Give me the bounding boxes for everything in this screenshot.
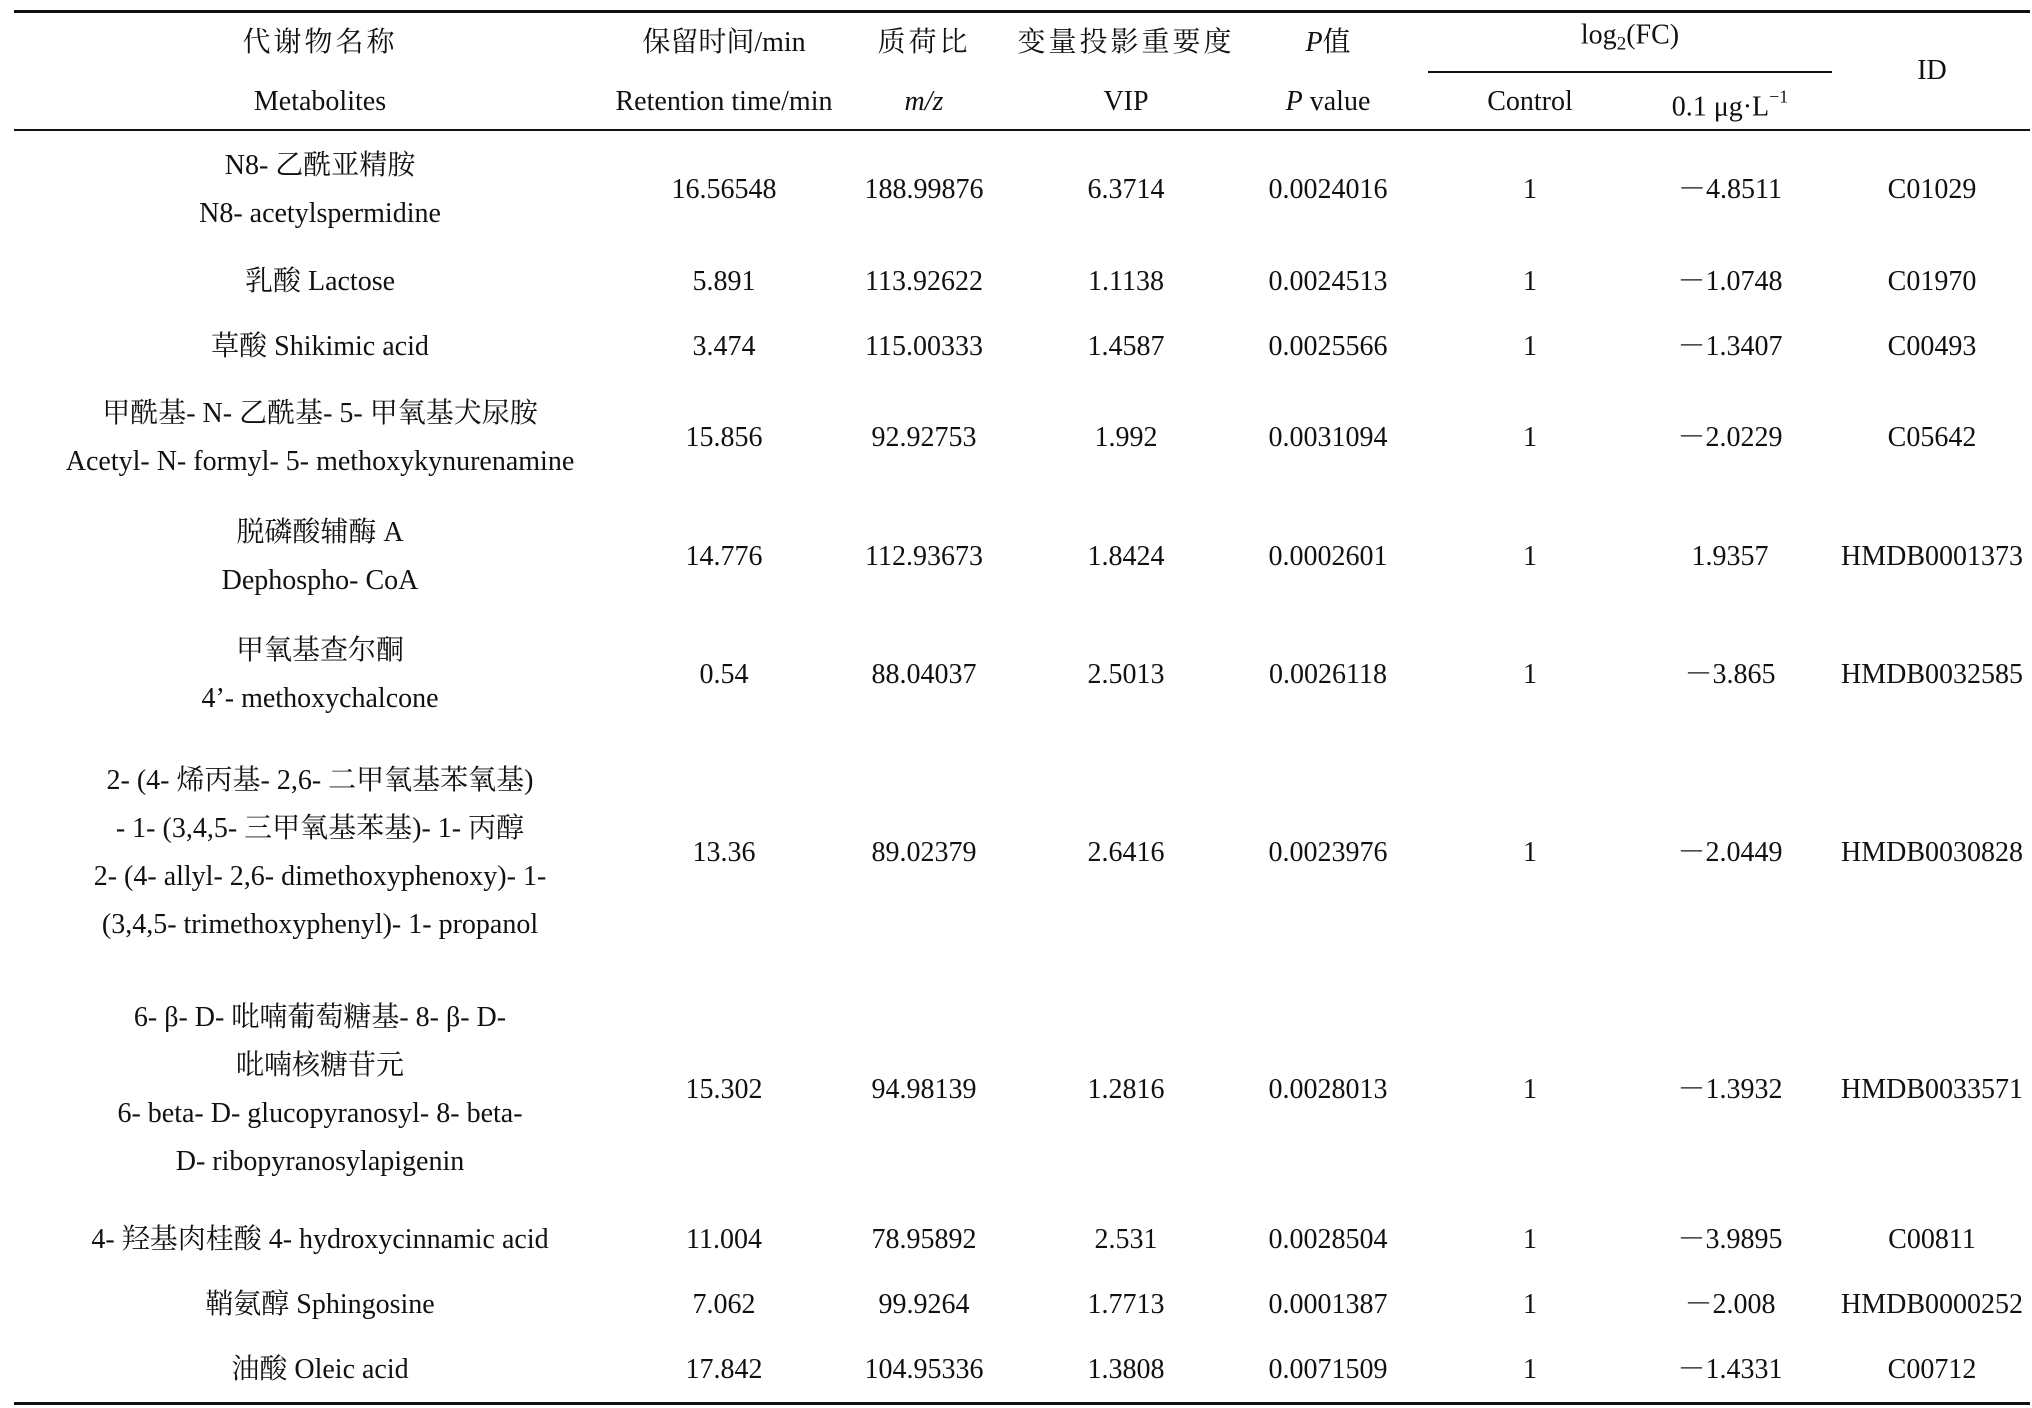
header-control: Control	[1487, 86, 1573, 117]
control-value: 1	[1523, 1354, 1537, 1385]
vip-value: 2.5013	[1087, 659, 1165, 690]
name-line: 乳酸 Lactose	[244, 266, 396, 297]
header-p-cn-text: 值	[1322, 27, 1351, 58]
fc-value: －1.3932	[1677, 1074, 1783, 1105]
header-mz-cn: 质荷比	[877, 27, 971, 58]
header-id: ID	[1917, 55, 1947, 86]
header-log2fc-base: 2	[1616, 33, 1627, 55]
p-value: 0.0002601	[1268, 541, 1388, 572]
name-line: 甲酰基- N- 乙酰基- 5- 甲氧基犬尿胺	[102, 398, 538, 429]
header-metabolite-cn: 代谢物名称	[242, 27, 398, 58]
mz-value: 112.93673	[865, 541, 983, 572]
mz-value: 92.92753	[871, 422, 977, 453]
control-value: 1	[1523, 1289, 1537, 1320]
metabolite-name	[94, 757, 547, 949]
header-dose-exp: −1	[1769, 86, 1789, 107]
fc-value: －4.8511	[1678, 174, 1782, 205]
mz-value: 115.00333	[865, 331, 983, 362]
p-value: 0.0028504	[1268, 1224, 1388, 1255]
mz-value: 99.9264	[878, 1289, 970, 1320]
name-line: 2- (4- 烯丙基- 2,6- 二甲氧基苯氧基)	[106, 765, 534, 796]
fc-value: 1.9357	[1691, 541, 1769, 572]
name-line: N8- 乙酰亚精胺	[224, 150, 416, 181]
control-value: 1	[1523, 174, 1537, 205]
name-line: 4- 羟基肉桂酸 4- hydroxycinnamic acid	[91, 1224, 549, 1255]
name-line: 脱磷酸辅酶 A	[236, 517, 404, 548]
mz-value: 78.95892	[871, 1224, 977, 1255]
id-value: C00811	[1888, 1224, 1976, 1255]
header-p-en-text: value	[1309, 86, 1371, 117]
name-line: Dephospho- CoA	[221, 565, 419, 596]
mz-value: 104.95336	[864, 1354, 984, 1385]
mz-value: 94.98139	[871, 1074, 977, 1105]
name-line: - 1- (3,4,5- 三甲氧基苯基)- 1- 丙醇	[115, 813, 525, 844]
metabolite-name	[205, 1281, 434, 1329]
id-value: C00493	[1887, 331, 1977, 362]
name-line: (3,4,5- trimethoxyphenyl)- 1- propanol	[101, 909, 539, 940]
control-value: 1	[1523, 659, 1537, 690]
mz-value: 188.99876	[864, 174, 984, 205]
p-value: 0.0071509	[1268, 1354, 1388, 1385]
fc-value: －3.9895	[1677, 1224, 1783, 1255]
p-value: 0.0023976	[1268, 837, 1388, 868]
control-value: 1	[1523, 422, 1537, 453]
header-log2fc-fc: (FC)	[1626, 19, 1680, 51]
retention-time: 15.856	[685, 422, 763, 453]
name-line: 甲氧基查尔酮	[235, 635, 404, 666]
vip-value: 2.531	[1094, 1224, 1158, 1255]
retention-time: 5.891	[692, 266, 756, 297]
retention-time: 3.474	[692, 331, 756, 362]
id-value: HMDB0000252	[1840, 1289, 2024, 1320]
fc-value: －2.0229	[1677, 422, 1783, 453]
metabolite-name	[117, 994, 522, 1186]
vip-value: 1.8424	[1087, 541, 1165, 572]
header-rt-en: Retention time/min	[615, 86, 833, 117]
p-value: 0.0026118	[1269, 659, 1387, 690]
name-line: 6- beta- D- glucopyranosyl- 8- beta-	[117, 1098, 523, 1129]
id-value: HMDB0032585	[1840, 659, 2024, 690]
header-p-cn	[1305, 19, 1350, 67]
top-rule	[14, 10, 2030, 13]
id-value: HMDB0033571	[1840, 1074, 2024, 1105]
id-value: C01970	[1887, 266, 1977, 297]
bottom-rule	[14, 1402, 2030, 1405]
control-value: 1	[1523, 1074, 1537, 1105]
control-value: 1	[1523, 331, 1537, 362]
metabolite-name	[201, 627, 438, 723]
id-value: C01029	[1887, 174, 1977, 205]
control-value: 1	[1523, 1224, 1537, 1255]
name-line: 4’- methoxychalcone	[201, 683, 439, 714]
vip-value: 1.2816	[1087, 1074, 1165, 1105]
name-line: 6- β- D- 吡喃葡萄糖基- 8- β- D-	[133, 1002, 507, 1033]
vip-value: 1.7713	[1087, 1289, 1165, 1320]
control-value: 1	[1523, 541, 1537, 572]
p-value: 0.0025566	[1268, 331, 1388, 362]
header-p-letter: P	[1305, 27, 1323, 58]
id-value: C00712	[1887, 1354, 1977, 1385]
control-value: 1	[1523, 266, 1537, 297]
vip-value: 1.1138	[1088, 266, 1164, 297]
vip-value: 1.3808	[1087, 1354, 1165, 1385]
vip-value: 6.3714	[1087, 174, 1165, 205]
metabolite-name	[66, 390, 575, 486]
fc-value: －1.4331	[1677, 1354, 1783, 1385]
header-mz-en: m/z	[904, 86, 944, 117]
mz-value: 88.04037	[871, 659, 977, 690]
name-line: 草酸 Shikimic acid	[211, 331, 429, 362]
header-dose-text: 0.1 μg·L	[1671, 91, 1770, 123]
id-value: HMDB0001373	[1840, 541, 2024, 572]
header-metabolite-en: Metabolites	[253, 86, 387, 117]
metabolite-name	[222, 509, 419, 605]
name-line: D- ribopyranosylapigenin	[175, 1146, 465, 1177]
vip-value: 1.4587	[1087, 331, 1165, 362]
retention-time: 16.56548	[671, 174, 777, 205]
control-value: 1	[1523, 837, 1537, 868]
header-vip-cn: 变量投影重要度	[1017, 27, 1235, 58]
name-line: Acetyl- N- formyl- 5- methoxykynurenamine	[65, 446, 575, 477]
metabolite-name	[245, 258, 395, 306]
id-value: HMDB0030828	[1840, 837, 2024, 868]
header-log2fc	[1581, 12, 1679, 69]
header-rt-cn: 保留时间/min	[642, 27, 806, 58]
header-vip-en: VIP	[1103, 86, 1149, 117]
name-line: 油酸 Oleic acid	[231, 1354, 409, 1385]
name-line: 鞘氨醇 Sphingosine	[205, 1289, 435, 1320]
metabolite-name	[211, 323, 429, 371]
p-value: 0.0028013	[1268, 1074, 1388, 1105]
name-line: N8- acetylspermidine	[199, 198, 441, 229]
retention-time: 17.842	[685, 1354, 763, 1385]
retention-time: 13.36	[692, 837, 756, 868]
retention-time: 7.062	[692, 1289, 756, 1320]
metabolite-name	[199, 142, 441, 238]
fc-value: －2.0449	[1677, 837, 1783, 868]
retention-time: 0.54	[699, 659, 749, 690]
p-value: 0.0031094	[1268, 422, 1388, 453]
header-p-en	[1286, 78, 1371, 126]
header-log2fc-log: log	[1580, 19, 1617, 51]
p-value: 0.0001387	[1268, 1289, 1388, 1320]
header-dose	[1672, 73, 1789, 132]
retention-time: 15.302	[685, 1074, 763, 1105]
vip-value: 1.992	[1094, 422, 1158, 453]
name-line: 吡喃核糖苷元	[235, 1050, 405, 1081]
p-value: 0.0024016	[1268, 174, 1388, 205]
fc-value: －1.3407	[1677, 331, 1783, 362]
metabolite-name	[231, 1346, 408, 1394]
mz-value: 113.92622	[865, 266, 983, 297]
fc-value: －2.008	[1684, 1289, 1776, 1320]
mz-value: 89.02379	[871, 837, 977, 868]
retention-time: 11.004	[686, 1224, 762, 1255]
retention-time: 14.776	[685, 541, 763, 572]
id-value: C05642	[1887, 422, 1977, 453]
name-line: 2- (4- allyl- 2,6- dimethoxyphenoxy)- 1-	[93, 861, 547, 892]
p-value: 0.0024513	[1268, 266, 1388, 297]
fc-value: －1.0748	[1677, 266, 1783, 297]
vip-value: 2.6416	[1087, 837, 1165, 868]
metabolite-name	[91, 1216, 548, 1264]
fc-value: －3.865	[1684, 659, 1776, 690]
header-p-letter-en: P	[1285, 86, 1303, 117]
